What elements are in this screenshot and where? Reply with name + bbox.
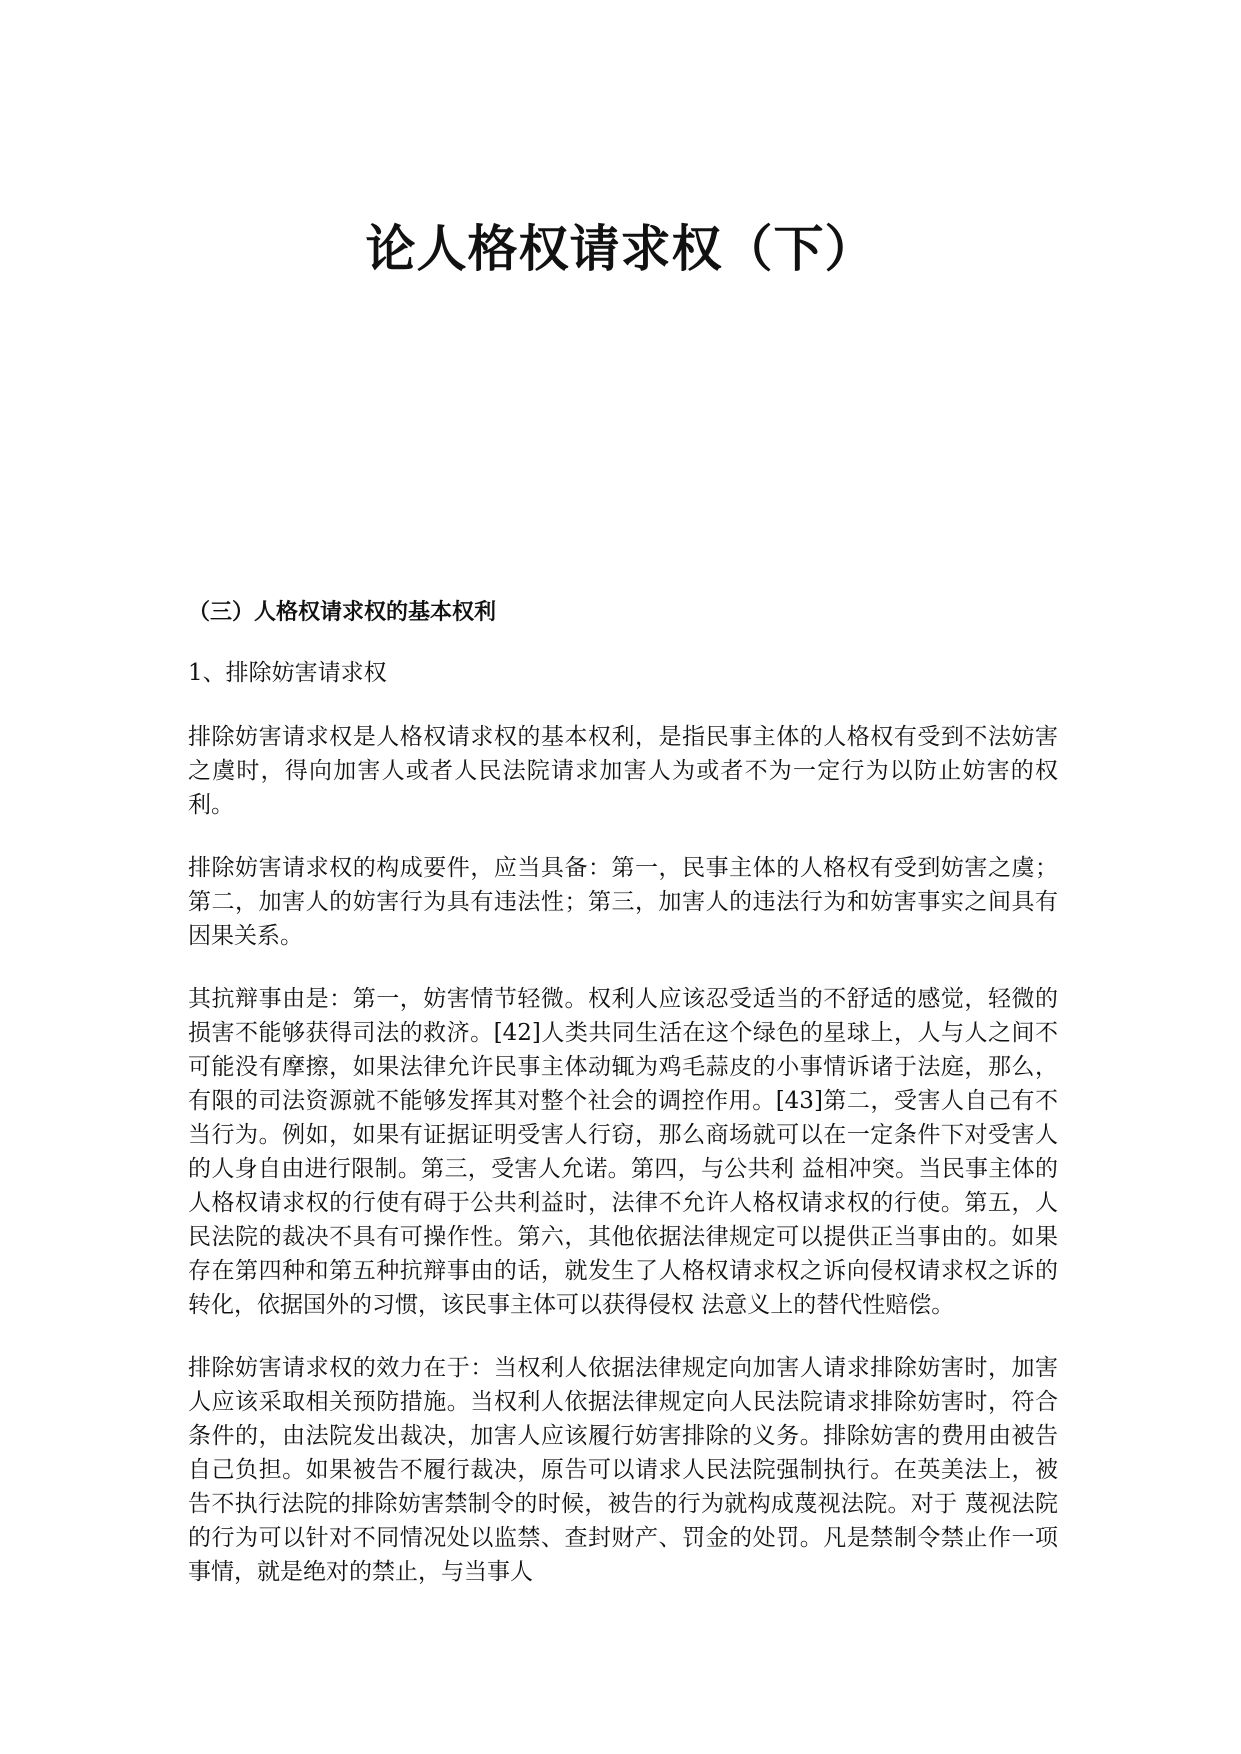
- section-heading: （三）人格权请求权的基本权利: [188, 600, 497, 625]
- sub-heading: 1、排除妨害请求权: [188, 660, 387, 686]
- document-body: [188, 596, 1058, 1618]
- paragraph-effect: 排除妨害请求权的效力在于：当权利人依据法律规定向加害人请求排除妨害时，加害 人应该采取相关预防措施。当权利人依据法律规定向人民法院请求排除妨害时，符合条件的，由法院发出裁决，加害人应该履行妨害排除的义务。排除妨害的费用由被告自己负担。如果被告不履行裁决，原告可以请求人民法院强制执行。在英美法上，被告不执行法院的排除妨害禁制令的时候，被告的行为就构成蔑视法院。对于 蔑视法院的行为可以针对不同情况处以监禁、查封财产、罚金的处罚。凡是禁制令禁止作一项事情，就是绝对的禁止，与当事人: [188, 1355, 1058, 1585]
- paragraph-definition: 排除妨害请求权是人格权请求权的基本权利，是指民事主体的人格权有受到不法妨害之虞时，得向加害人或者人民法院请求加害人为或者不为一定行为以防止妨害的权利。: [188, 724, 1058, 818]
- paragraph-requirements: 排除妨害请求权的构成要件，应当具备：第一，民事主体的人格权有受到妨害之虞；第二，加害人的妨害行为具有违法性；第三，加害人的违法行为和妨害事实之间具有因果关系。: [188, 855, 1058, 949]
- paragraph-defenses: 其抗辩事由是：第一，妨害情节轻微。权利人应该忍受适当的不舒适的感觉，轻微的损害不能够获得司法的救济。[42]人类共同生活在这个绿色的星球上，人与人之间不可能没有摩擦，如果法律允许民事主体动辄为鸡毛蒜皮的小事情诉诸于法庭，那么，有限的司法资源就不能够发挥其对整个社会的调控作用。[43]第二，受害人自己有不当行为。例如，如果有证据证明受害人行窃，那么商场就可以在一定条件下对受害人的人身自由进行限制。第三，受害人允诺。第四，与公共利 益相冲突。当民事主体的人格权请求权的行使有碍于公共利益时，法律不允许人格权请求权的行使。第五，人民法院的裁决不具有可操作性。第六，其他依据法律规定可以提供正当事由的。如果存在第四种和第五种抗辩事由的话，就发生了人格权请求权之诉向侵权请求权之诉的转化，依据国外的习惯，该民事主体可以获得侵权 法意义上的替代性赔偿。: [188, 986, 1058, 1318]
- document-title: 论人格权请求权（下）: [365, 220, 876, 278]
